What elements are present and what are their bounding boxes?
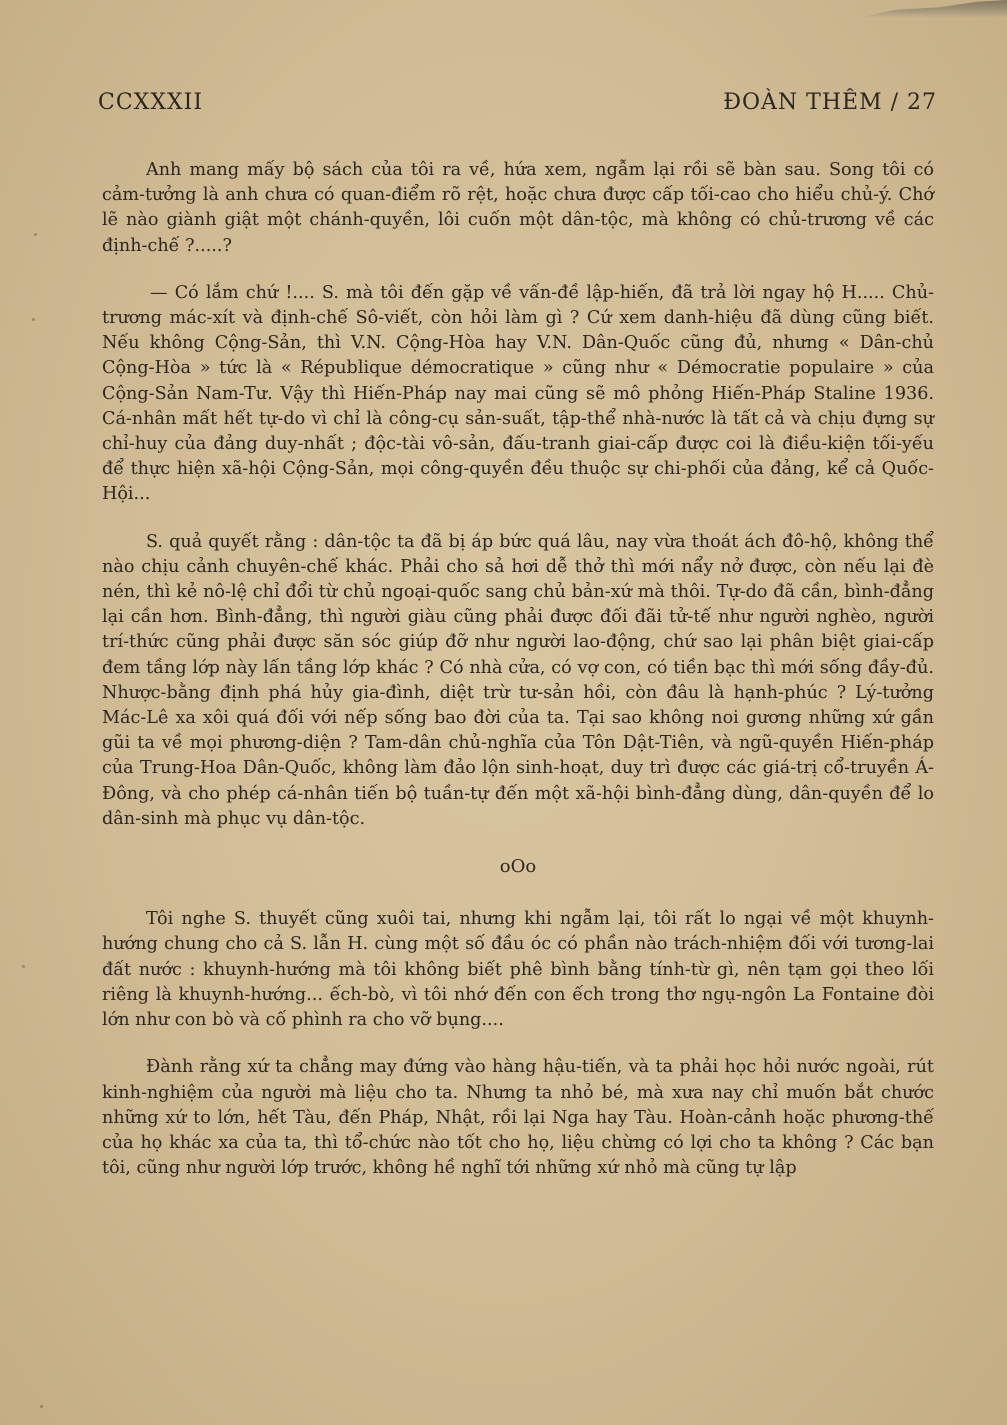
paragraph-3: S. quả quyết rằng : dân-tộc ta đã bị áp bức quá lâu, nay vừa thoát ách đô-hộ, không thể nào chịu cảnh chuyên-chế khác. Phải cho sả hơi dễ thở thì mới nẩy nở được, còn nếu lại đè nén, thì kẻ nô-lệ chỉ đổi từ chủ ngoại-quốc sang chủ bản-xứ mà thôi. Tự-do đã cần, bình-đẳng lại cần hơn. Bình-đẳng, thì người giàu cũng phải được đối đãi tử-tế như người nghèo, người trí-thức cũng phải được săn sóc giúp đỡ như người lao-động, chứ sao lại phân biệt giai-cấp đem tầng lớp này lấn tầng lớp khác ? Có nhà cửa, có vợ con, có tiền bạc thì mới sống đầy-đủ. Nhược-bằng định phá hủy gia-đình, diệt trừ tư-sản hồi, còn đâu là hạnh-phúc ? Lý-tưởng Mác-Lê xa xôi quá đối với nếp sống bao đời của ta. Tại sao không noi gương những xứ gần gũi ta về mọi phương-diện ? Tam-dân chủ-nghĩa của Tôn Dật-Tiên, và ngũ-quyền Hiến-pháp của Trung-Hoa Dân-Quốc, không làm đảo lộn sinh-hoạt, duy trì được các giá-trị cổ-truyền Á-Đông, và cho phép cá-nhân tiến bộ tuần-tự đến một xã-hội bình-đẳng dùng, dân-quyền để lo dân-sinh mà phục vụ dân-tộc. bbox=[102, 531, 934, 829]
paragraph-2: — Có lắm chứ !.... S. mà tôi đến gặp về vấn-đề lập-hiến, đã trả lời ngay hộ H..... Chủ-trương mác-xít và định-chế Sô-viết, còn hỏi làm gì ? Cứ xem danh-hiệu đã dùng cũng biết. Nếu không Cộng-Sản, thì V.N. Cộng-Hòa hay V.N. Dân-Quốc cũng đủ, nhưng « Dân-chủ Cộng-Hòa » tức là « République démocratique » cũng như « Démocratie populaire » của Cộng-Sản Nam-Tư. Vậy thì Hiến-Pháp nay mai cũng sẽ mô phỏng Hiến-Pháp Staline 1936. Cá-nhân mất hết tự-do vì chỉ là công-cụ sản-suất, tập-thể nhà-nước là tất cả và chịu đựng sự chỉ-huy của đảng duy-nhất ; độc-tài vô-sản, đấu-tranh giai-cấp được coi là điều-kiện tối-yếu để thực hiện xã-hội Cộng-Sản, mọi công-quyền đều thuộc sự chi-phối của đảng, kể cả Quốc-Hội... bbox=[102, 282, 934, 505]
paragraph-1: Anh mang mấy bộ sách của tôi ra về, hứa xem, ngẫm lại rồi sẽ bàn sau. Song tôi có cảm-tưởng là anh chưa có quan-điểm rõ rệt, hoặc chưa được cấp tối-cao cho hiểu chủ-ý. Chớ lẽ nào giành giật một chánh-quyền, lôi cuốn một dân-tộc, mà không có chủ-trương về các định-chế ?.....? bbox=[102, 160, 934, 256]
paper-speck bbox=[32, 318, 35, 321]
paragraph-4: Tôi nghe S. thuyết cũng xuôi tai, nhưng khi ngẫm lại, tôi rất lo ngại về một khuynh-hướng chung cho cả S. lẫn H. cùng một số đầu óc có phần nào trách-nhiệm đối với tương-lai đất nước : khuynh-hướng mà tôi không biết phê bình bằng tính-từ gì, nên tạm gọi theo lối riêng là khuynh-hướng... ếch-bò, vì tôi nhớ đến con ếch trong thơ ngụ-ngôn La Fontaine đòi lớn như con bò và cố phình ra cho vỡ bụng.... bbox=[102, 909, 934, 1031]
paragraph-5: Đành rằng xứ ta chẳng may đứng vào hàng hậu-tiến, và ta phải học hỏi nước ngoài, rút kinh-nghiệm của người mà liệu cho ta. Nhưng ta nhỏ bé, mà xưa nay chỉ muốn bắt chước những xứ to lớn, hết Tàu, đến Pháp, Nhật, rồi lại Nga hay Tàu. Hoàn-cảnh hoặc phương-thế của họ khác xa của ta, thì tổ-chức nào tốt cho họ, liệu chừng có lợi cho ta không ? Các bạn tôi, cũng như người lớp trước, không hề nghĩ tới những xứ nhỏ mà cũng tự lập bbox=[102, 1057, 934, 1179]
chapter-number: CCXXXII bbox=[98, 90, 204, 115]
page-header bbox=[98, 90, 937, 115]
author-page-number: ĐOÀN THÊM / 27 bbox=[723, 90, 937, 115]
page-body bbox=[102, 158, 934, 1203]
paper-speck bbox=[40, 1405, 43, 1408]
torn-corner bbox=[857, 0, 1007, 18]
paper-speck bbox=[34, 233, 37, 236]
section-separator: oOo bbox=[499, 856, 537, 878]
paper-speck bbox=[22, 965, 25, 968]
